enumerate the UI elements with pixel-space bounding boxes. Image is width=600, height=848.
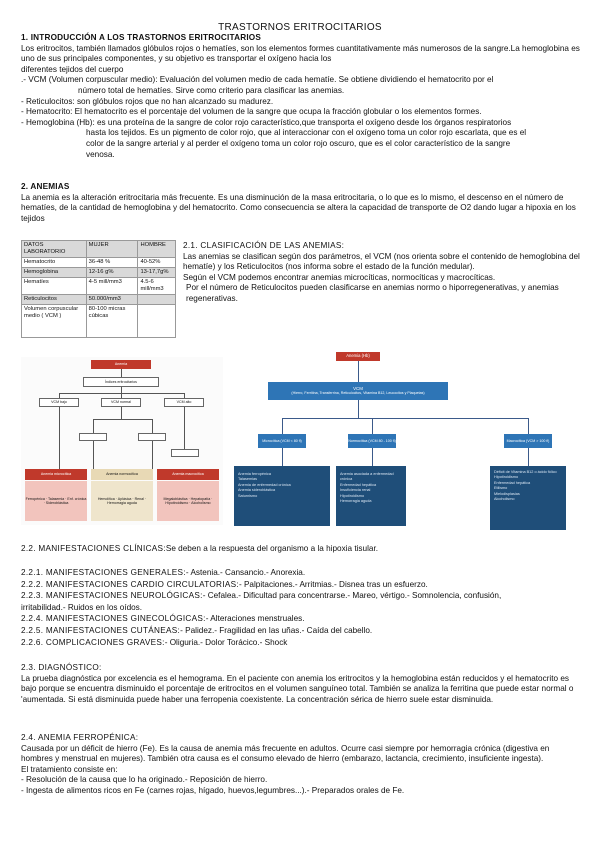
list-item <box>21 567 591 579</box>
classification-paragraph: Según el VCM podemos encontrar anemias microcíticas, normocíticas y macrocíticas. <box>183 272 496 282</box>
list-item <box>21 579 591 591</box>
list-item: Etilismo <box>494 486 508 491</box>
flow-node-indices: Índices eritrocitarios <box>83 377 159 387</box>
table-cell: 4.5-6 mill/mm3 <box>138 278 176 295</box>
item-text: - Palpitaciones.- Arritmias.- Disnea tras un esfuerzo. <box>238 579 428 589</box>
list-item: Anemia sideroblástica <box>238 488 276 493</box>
manifestations-list <box>21 567 591 648</box>
flow-node-anemia: Anemia <box>91 360 151 369</box>
list-item <box>21 613 591 625</box>
item-text: - Cefalea.- Dificultad para concentrarse.- Mareo, vértigo.- Somnolencia, confusión, <box>202 591 502 601</box>
table-row <box>22 295 176 305</box>
vcm-definition-cont: número total de hematíes. Sirve como criterio para clasificar las anemias. <box>78 85 345 95</box>
section-heading: 2.4. ANEMIA FERROPÉNICA: <box>21 733 139 742</box>
item-text: irritabilidad.- Ruidos en los oídos. <box>21 602 143 612</box>
list-item: Anemia ferropénica <box>238 472 271 476</box>
flow-list-normocytic <box>336 466 406 526</box>
flow-node-microcytic: Anemia microcítica <box>25 469 87 480</box>
item-heading: 2.2.3. MANIFESTACIONES NEUROLÓGICAS: <box>21 591 203 601</box>
list-item <box>21 625 591 637</box>
flow-list-macrocytic: Megaloblástica · Hepatopatía · Hipotiroidismo · Alcoholismo <box>157 481 219 521</box>
table-cell: Volumen corpuscular medio ( VCM ) <box>22 305 87 338</box>
flow-list-normocytic: Hemolítica · Aplásica · Renal · Hemorragia aguda <box>91 481 153 521</box>
classification-paragraph: Por el número de Reticulocitos pueden clasificarse en anemias normo o hiporregenerativas, y anemias regenerativas. <box>186 283 559 303</box>
iron-paragraph: Causada por un déficit de hierro (Fe). Es la causa de anemia más frecuente en adultos. Ocurre casi siempre por hemorragia crónica (digestiva en hombres y menstrual en mujeres). También otra causa es el consumo elevado de hierro (embarazo, lactancia, crecimiento, insuficiente ingesta). <box>21 743 550 764</box>
section-heading: 2.1. CLASIFICACIÓN DE LAS ANEMIAS: <box>183 241 345 250</box>
item-heading: 2.2.6. COMPLICACIONES GRAVES: <box>21 637 165 647</box>
table-cell: 12-16 g% <box>86 268 138 278</box>
table-cell: Reticulocitos <box>22 295 87 305</box>
flow-node-macrocytic: Anemia macrocítica <box>157 469 219 480</box>
flow-node-normocytic: Anemia normocítica <box>91 469 153 480</box>
manifestations-intro <box>21 544 581 555</box>
item-text: - Alteraciones menstruales. <box>205 614 305 624</box>
section-intro <box>21 33 581 160</box>
table-cell <box>138 305 176 338</box>
item-text: - Astenia.- Cansancio.- Anorexia. <box>185 568 306 577</box>
flow-node-vcm-low: VCM bajo <box>39 398 79 407</box>
treatment-intro: El tratamiento consiste en: <box>21 764 118 774</box>
list-item: Anemia de enfermedad crónica <box>238 482 291 487</box>
flow-vcm-sub: (Hierro, Ferritina, Transferrina, Reticulocitos, Vitamina B12, Leucocitos y Plaquetas) <box>291 391 425 395</box>
flow-node-microcytic: Microcítica (VCM < 80 fl) <box>258 434 306 448</box>
item-heading: 2.2.2. MANIFESTACIONES CARDIO CIRCULATORIAS: <box>21 579 239 589</box>
flow-node-normocytic: Normocítica (VCM 80 - 100 fl) <box>348 434 396 448</box>
lab-values-table <box>21 240 176 338</box>
item-text: - Oliguria.- Dolor Torácico.- Shock <box>164 637 288 647</box>
list-item: Mielodisplasias <box>494 491 520 496</box>
table-row <box>22 305 176 338</box>
list-item: Alcoholismo <box>494 497 515 502</box>
reticulocytes-definition: - Reticulocitos: son glóbulos rojos que no han alcanzado su madurez. <box>21 96 274 106</box>
table-cell: 80-100 micras cúbicas <box>86 305 138 338</box>
classification-paragraph: Las anemias se clasifican según dos parámetros, el VCM (nos orienta sobre el contenido de hemoglobina del hematíe) y los Reticulocitos (nos informa sobre el estado de la función medular). <box>183 251 580 272</box>
list-item <box>21 602 591 614</box>
manifestations-text: Se deben a la respuesta del organismo a la hipoxia tisular. <box>165 544 378 553</box>
anemia-paragraph: La anemia es la alteración eritrocitaria más frecuente. Es una disminución de la masa eritrocitaria, o lo que es lo mismo, el descenso en el número de hematíes, de la cantidad de hemoglobina y del hematocrito. Como consecuencia se altera la capacidad de transporte de O2 dando lugar a hipoxia en los tejidos <box>21 192 576 223</box>
table-cell: 4-5 mill/mm3 <box>86 278 138 295</box>
table-cell: 50.000/mm3 <box>86 295 138 305</box>
list-item: Anemia asociada a enfermedad crónica <box>340 472 394 482</box>
list-item <box>21 637 591 649</box>
table-header: HOMBRE <box>138 241 176 258</box>
flow-node-anemia: Anemia (Hb) <box>336 352 380 361</box>
table-cell: Hematocrito <box>22 258 87 268</box>
list-item: Hemorragia aguda <box>340 499 372 504</box>
flow-node-sub <box>79 433 107 441</box>
flow-vcm-title: VCM <box>353 385 363 391</box>
list-item: Enfermedad hepática <box>494 480 531 485</box>
intro-paragraph-end: diferentes tejidos del cuerpo <box>21 64 124 74</box>
flow-node-sub <box>171 449 199 457</box>
diagnosis-paragraph: La prueba diagnóstica por excelencia es el hemograma. En el paciente con anemia los eritrocitos y la hemoglobina están reducidos y el hematocrito es bajo porque se encuentra disminuido el porcentaje de eritrocitos en el volumen sanguíneo total. También se analiza la ferritina que puede estar normal o 'aumentada. Si está disminuida puede haber una ferropenia coexistente. La concentración sérica de hierro suele estar disminuida. <box>21 673 574 704</box>
section-anemias <box>21 182 581 224</box>
hematocrit-definition: - Hematocrito: El hematocrito es el porcentaje del volumen de la sangre que ocupa la fracción globular o los elementos formes. <box>21 107 482 117</box>
flow-list-microcytic <box>234 466 330 526</box>
list-item <box>21 590 591 602</box>
section-heading: 2. ANEMIAS <box>21 182 70 191</box>
treatment-item: - Ingesta de alimentos ricos en Fe (carnes rojas, hígado, huevos,legumbres...).- Preparados orales de Fe. <box>21 785 405 795</box>
item-heading: 2.2.4. MANIFESTACIONES GINECOLÓGICAS: <box>21 614 206 624</box>
table-header: DATOS LABORATORIO <box>22 241 87 258</box>
list-item: Hipotiroidismo <box>494 475 519 480</box>
flow-node-vcm-normal: VCM normal <box>101 398 141 407</box>
list-item: Déficit de Vitamina B12 o ácido fólico <box>494 470 557 474</box>
hemoglobin-cont: color de la sangre arterial y al perder el oxígeno toma un color rojo oscuro, que es el color característico de la sangre <box>86 138 511 148</box>
item-heading: 2.2.1. MANIFESTACIONES GENERALES: <box>21 568 186 577</box>
item-heading: 2.2.5. MANIFESTACIONES CUTÁNEAS: <box>21 625 181 635</box>
vcm-definition: .- VCM (Volumen corpuscular medio): Evaluación del volumen medio de cada hematíe. Se obtiene dividiendo el hematocrito por el <box>21 75 494 85</box>
section-manifestations <box>21 544 581 555</box>
flow-node-sub <box>138 433 166 441</box>
flow-node-macrocytic: Macrocítica (VCM > 100 fl) <box>504 434 552 448</box>
section-diagnosis <box>21 663 581 705</box>
flow-node-vcm-high: VCM alto <box>164 398 204 407</box>
item-text: - Palidez.- Fragilidad en las uñas.- Caída del cabello. <box>180 625 373 635</box>
hemoglobin-definition: - Hemoglobina (Hb): es una proteína de la sangre de color rojo característico,que transporta el oxígeno desde los órganos respiratorios <box>21 117 512 127</box>
section-heading: 1. INTRODUCCIÓN A LOS TRASTORNOS ERITROCITARIOS <box>21 33 262 42</box>
table-row <box>22 268 176 278</box>
table-cell: 13-17,7g% <box>138 268 176 278</box>
table-cell: 40-52% <box>138 258 176 268</box>
flowchart-anemia-red <box>21 357 223 525</box>
table-cell: 36-48 % <box>86 258 138 268</box>
table-cell: Hematíes <box>22 278 87 295</box>
table-cell: Hemoglobina <box>22 268 87 278</box>
list-item: Talasemias <box>238 477 257 482</box>
flow-list-macrocytic <box>490 466 566 530</box>
list-item: Saturnismo <box>238 493 258 498</box>
table-row <box>22 278 176 295</box>
list-item: Insuficiencia renal <box>340 488 371 493</box>
hemoglobin-cont: venosa. <box>86 149 115 159</box>
flowchart-anemia-blue <box>232 352 585 530</box>
page-title: TRASTORNOS ERITROCITARIOS <box>218 22 382 33</box>
treatment-item: - Resolución de la causa que lo ha originado.- Reposición de hierro. <box>21 775 268 785</box>
section-classification <box>183 241 583 305</box>
table-row <box>22 258 176 268</box>
list-item: Enfermedad hepática <box>340 482 377 487</box>
section-heading: 2.2. MANIFESTACIONES CLÍNICAS: <box>21 544 166 553</box>
intro-paragraph: Los eritrocitos, también llamados glóbulos rojos o hematíes, son los elementos formes cuantitativamente más numerosos de la sangre.La hemoglobina es uno de sus principales componentes, y su objetivo es transportar el oxígeno hacia los <box>21 43 580 64</box>
flow-list-microcytic: Ferropénica · Talasemia · Enf. crónica · Sideroblástica <box>25 481 87 521</box>
table-cell <box>138 295 176 305</box>
flow-node-vcm <box>268 382 448 400</box>
section-heading: 2.3. DIAGNÓSTICO: <box>21 663 102 672</box>
hemoglobin-cont: hasta los tejidos. Es un pigmento de color rojo, que al interaccionar con el oxígeno toma un color rojo escarlata, que es el <box>86 128 527 138</box>
list-item: Hipotiroidismo <box>340 493 365 498</box>
section-iron-deficiency <box>21 733 581 797</box>
table-header: MUJER <box>86 241 138 258</box>
